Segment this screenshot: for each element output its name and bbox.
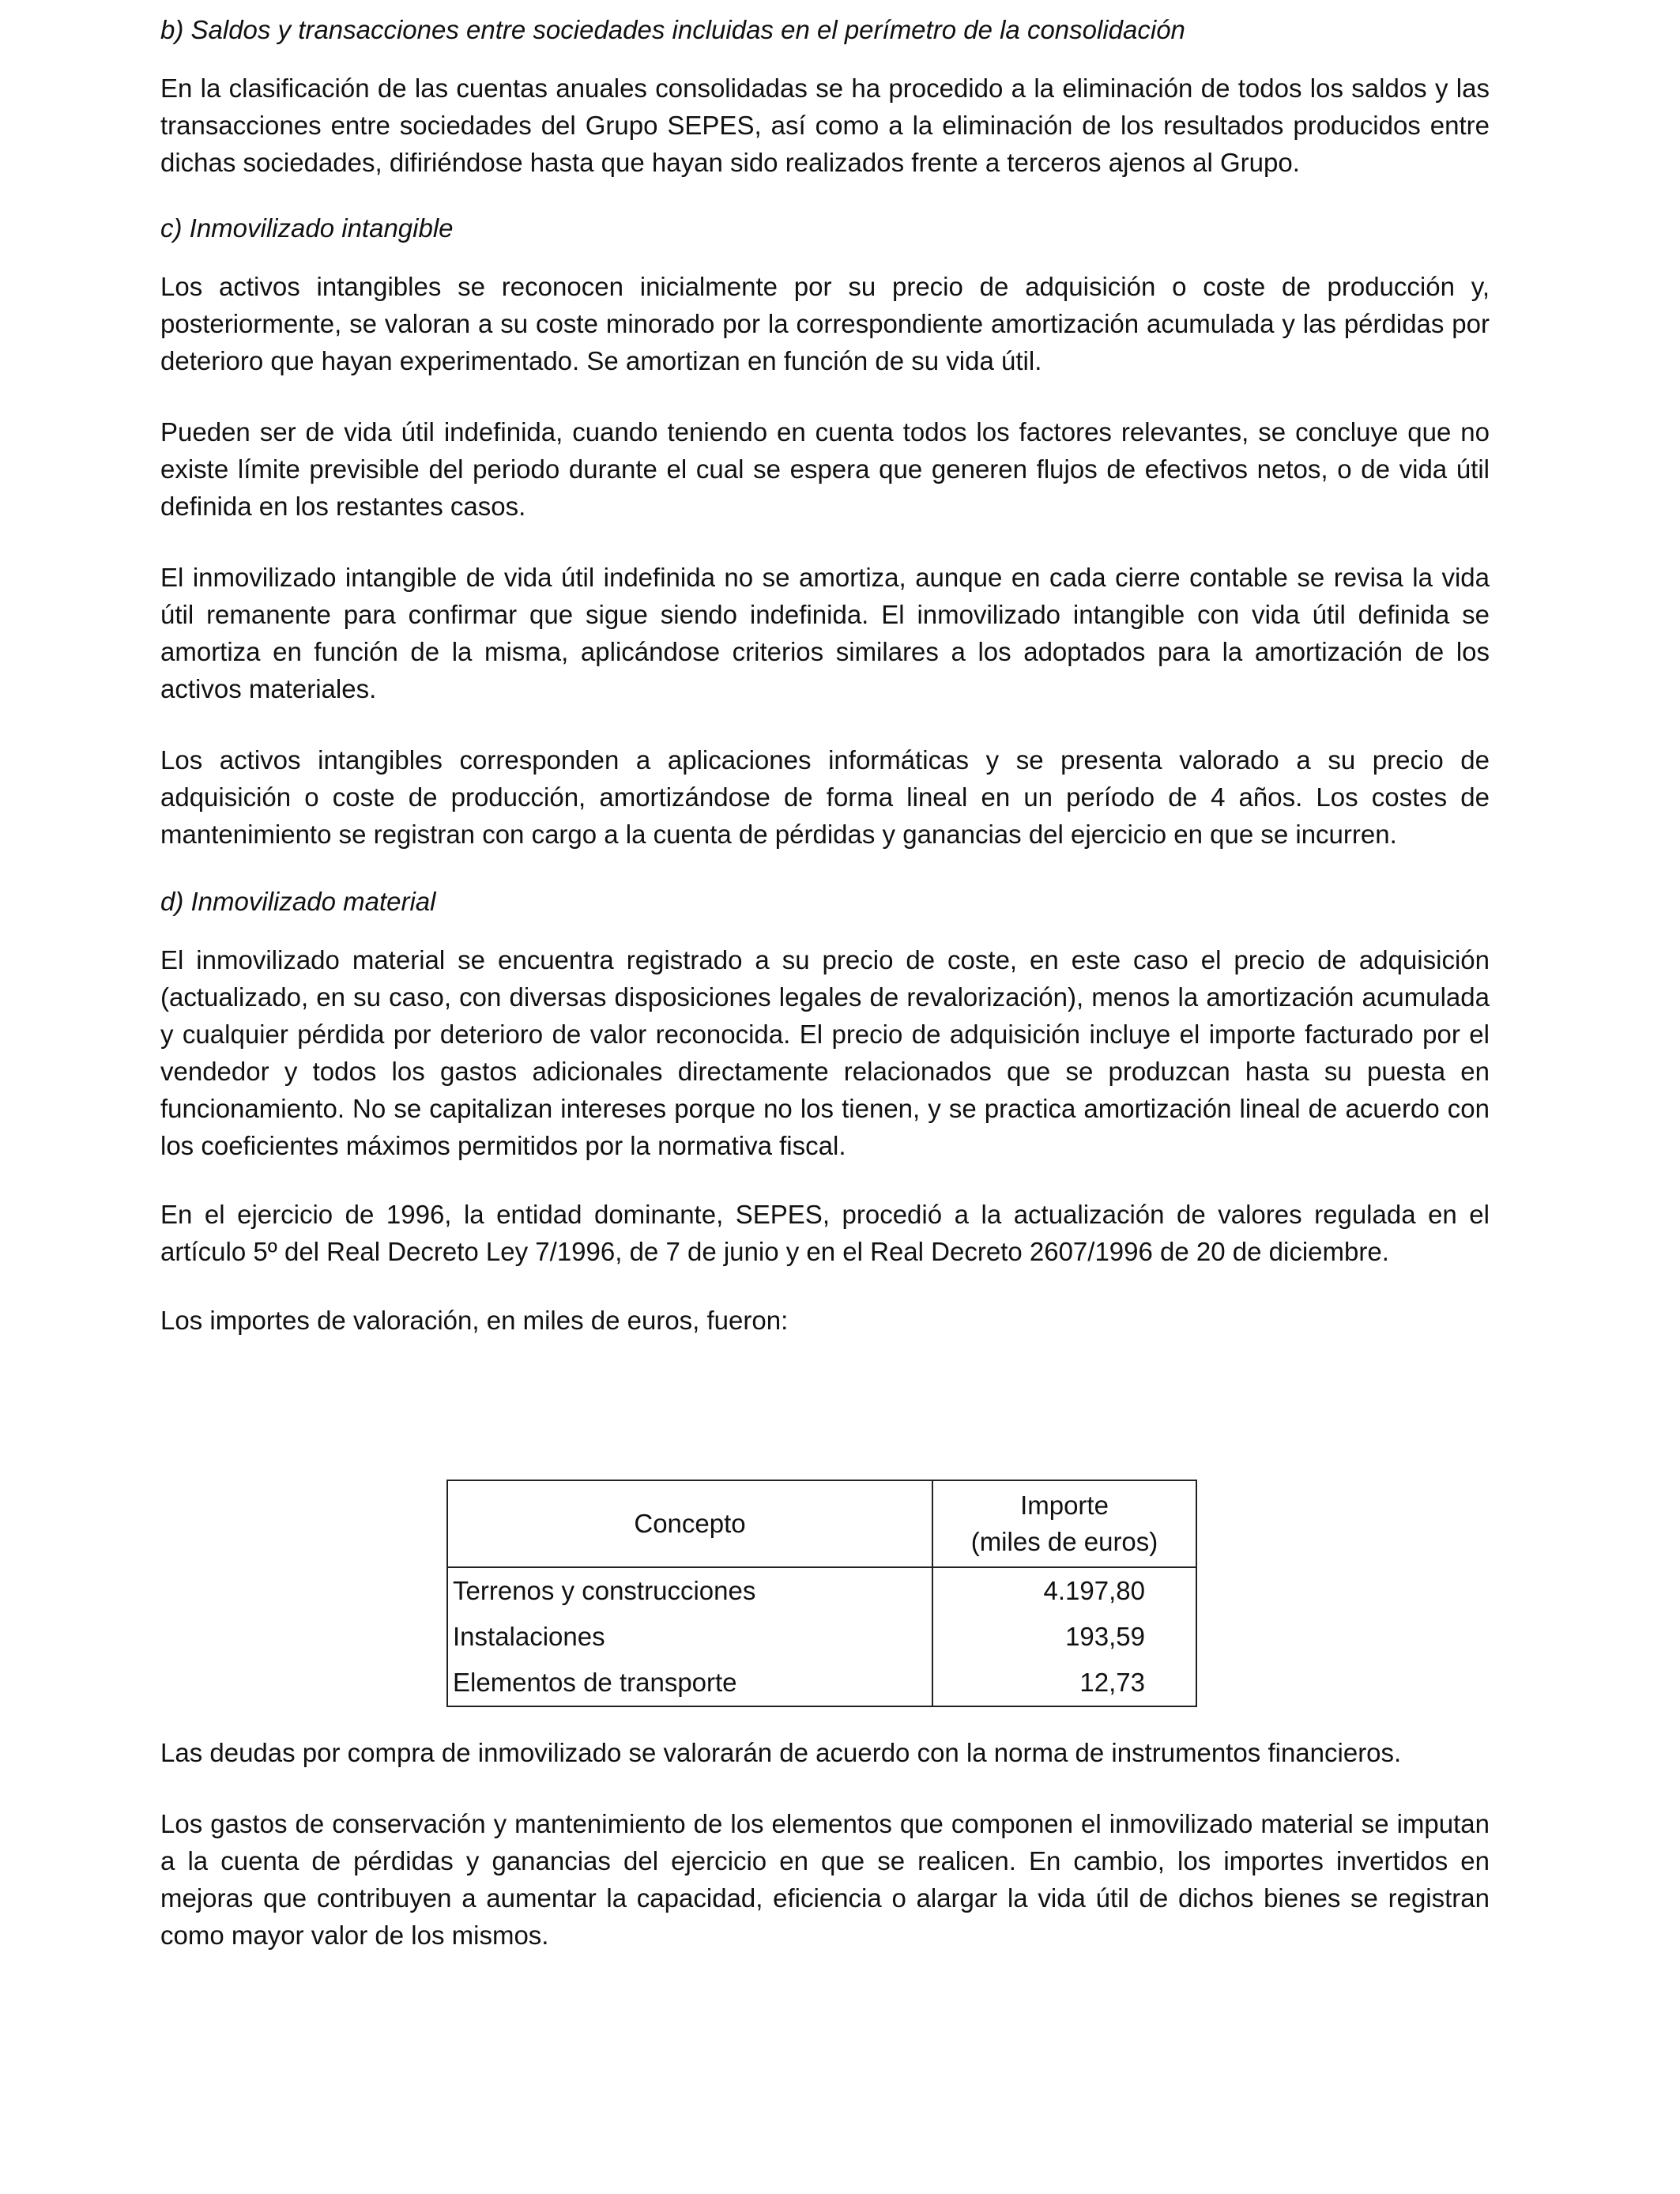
- section-d-heading: d) Inmovilizado material: [160, 887, 436, 916]
- section-c-paragraph-3: El inmovilizado intangible de vida útil indefinida no se amortiza, aunque en cada cierre contable se revisa la vida útil remanente para confirmar que sigue siendo indefinida. El inmovilizado intangible con vida útil definida se amortiza en función de la misma, aplicándose criterios similares a los adoptados para la amortización de los activos materiales.: [160, 563, 1490, 703]
- row-concept: Terrenos y construcciones: [447, 1567, 932, 1614]
- section-d-paragraph-3: Los importes de valoración, en miles de euros, fueron:: [160, 1306, 789, 1335]
- section-d-paragraph-4: Las deudas por compra de inmovilizado se valorarán de acuerdo con la norma de instrumentos financieros.: [160, 1738, 1402, 1767]
- section-c-paragraph-4: Los activos intangibles corresponden a aplicaciones informáticas y se presenta valorado a su precio de adquisición o coste de producción, amortizándose de forma lineal en un período de 4 años. Los costes de mantenimiento se registran con cargo a la cuenta de pérdidas y ganancias del ejercicio en que se incurren.: [160, 745, 1490, 849]
- section-d-paragraph-5: Los gastos de conservación y mantenimiento de los elementos que componen el inmovilizado material se imputan a la cuenta de pérdidas y ganancias del ejercicio en que se realicen. En cambio, los importes invertidos en mejoras que contribuyen a aumentar la capacidad, eficiencia o alargar la vida útil de dichos bienes se registran como mayor valor de los mismos.: [160, 1809, 1490, 1950]
- row-amount: 193,59: [932, 1614, 1196, 1660]
- header-concept: Concepto: [447, 1480, 932, 1567]
- header-amount-line2: (miles de euros): [970, 1527, 1158, 1556]
- section-c-paragraph-2: Pueden ser de vida útil indefinida, cuando teniendo en cuenta todos los factores relevantes, se concluye que no existe límite previsible del periodo durante el cual se espera que generen flujos de efectivos netos, o de vida útil definida en los restantes casos.: [160, 417, 1490, 521]
- section-b-paragraph-1: En la clasificación de las cuentas anuales consolidadas se ha procedido a la eliminación de todos los saldos y las transacciones entre sociedades del Grupo SEPES, así como a la eliminación de los resultados producidos entre dichas sociedades, difiriéndose hasta que hayan sido realizados frente a terceros ajenos al Grupo.: [160, 74, 1490, 177]
- header-amount: [932, 1480, 1196, 1567]
- section-c-heading: c) Inmovilizado intangible: [160, 213, 454, 243]
- row-amount: 4.197,80: [932, 1567, 1196, 1614]
- table-row: [447, 1614, 1196, 1660]
- section-b-heading: b) Saldos y transacciones entre sociedades incluidas en el perímetro de la consolidación: [160, 15, 1185, 44]
- document-body-after-table: [160, 1734, 1490, 1954]
- section-d-paragraph-2: En el ejercicio de 1996, la entidad dominante, SEPES, procedió a la actualización de valores regulada en el artículo 5º del Real Decreto Ley 7/1996, de 7 de junio y en el Real Decreto 2607/1996 de 20 de diciembre.: [160, 1200, 1490, 1266]
- table-row: [447, 1567, 1196, 1614]
- section-c-paragraph-1: Los activos intangibles se reconocen inicialmente por su precio de adquisición o coste de producción y, posteriormente, se valoran a su coste minorado por la correspondiente amortización acumulada y las pérdidas por deterioro que hayan experimentado. Se amortizan en función de su vida útil.: [160, 272, 1490, 375]
- row-amount: 12,73: [932, 1660, 1196, 1706]
- valuation-table: [446, 1480, 1197, 1707]
- row-concept: Instalaciones: [447, 1614, 932, 1660]
- row-concept: Elementos de transporte: [447, 1660, 932, 1706]
- header-amount-line1: Importe: [1020, 1491, 1109, 1520]
- table-header-row: [447, 1480, 1196, 1567]
- section-d-paragraph-1: El inmovilizado material se encuentra registrado a su precio de coste, en este caso el precio de adquisición (actualizado, en su caso, con diversas disposiciones legales de revalorización), menos la amortización acumulada y cualquier pérdida por deterioro de valor reconocida. El precio de adquisición incluye el importe facturado por el vendedor y todos los gastos adicionales directamente relacionados que se produzcan hasta su puesta en funcionamiento. No se capitalizan intereses porque no los tienen, y se practica amortización lineal de acuerdo con los coeficientes máximos permitidos por la normativa fiscal.: [160, 945, 1490, 1160]
- document-body: [160, 11, 1490, 1339]
- table-row: [447, 1660, 1196, 1706]
